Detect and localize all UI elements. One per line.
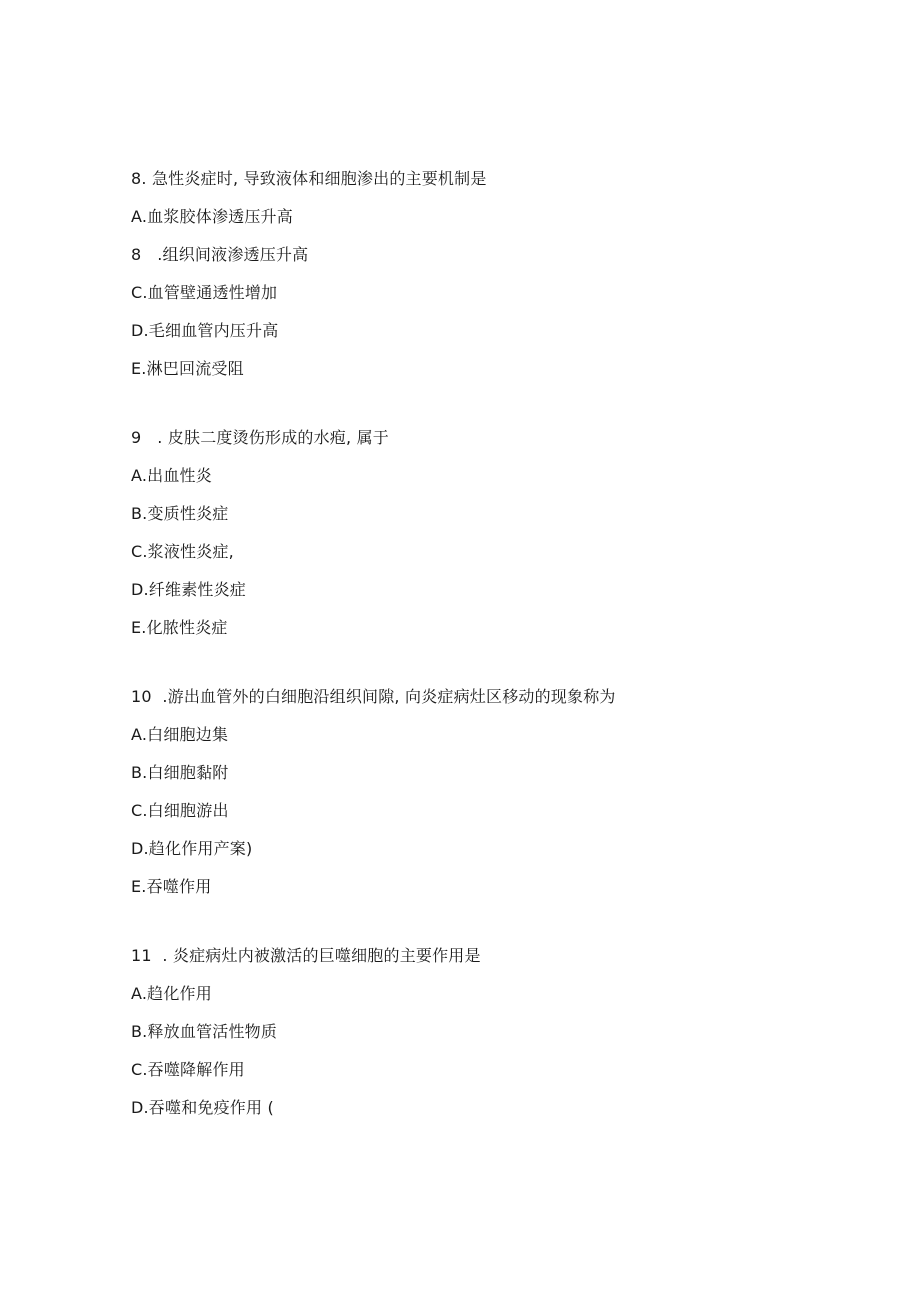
option-e: E.淋巴回流受阻 — [131, 359, 244, 378]
question-stem: 11 . 炎症病灶内被激活的巨噬细胞的主要作用是 — [131, 946, 481, 965]
option-a: A.白细胞边集 — [131, 725, 229, 744]
question-8 — [131, 168, 831, 396]
option-d: D.纤维素性炎症 — [131, 580, 247, 599]
question-10 — [131, 686, 831, 914]
question-9 — [131, 427, 831, 655]
option-d: D.趋化作用产案) — [131, 839, 253, 858]
question-11 — [131, 945, 831, 1135]
option-c: C.浆液性炎症, — [131, 542, 234, 561]
option-b: B.白细胞黏附 — [131, 763, 229, 782]
option-e: E.化脓性炎症 — [131, 618, 228, 637]
question-stem: 9 . 皮肤二度烫伤形成的水疱, 属于 — [131, 428, 389, 447]
option-c: C.白细胞游出 — [131, 801, 229, 820]
option-a: A.血浆胶体渗透压升高 — [131, 207, 293, 226]
option-b: B.释放血管活性物质 — [131, 1022, 278, 1041]
option-a: A.出血性炎 — [131, 466, 212, 485]
option-c: C.血管壁通透性增加 — [131, 283, 278, 302]
option-c: C.吞噬降解作用 — [131, 1060, 245, 1079]
option-a: A.趋化作用 — [131, 984, 212, 1003]
option-b: 8 .组织间液渗透压升高 — [131, 245, 309, 264]
question-stem: 8. 急性炎症时, 导致液体和细胞渗出的主要机制是 — [131, 169, 487, 188]
option-d: D.吞噬和免疫作用 ( — [131, 1098, 274, 1117]
question-stem: 10 .游出血管外的白细胞沿组织间隙, 向炎症病灶区移动的现象称为 — [131, 687, 616, 706]
option-e: E.吞噬作用 — [131, 877, 212, 896]
option-d: D.毛细血管内压升高 — [131, 321, 279, 340]
option-b: B.变质性炎症 — [131, 504, 229, 523]
